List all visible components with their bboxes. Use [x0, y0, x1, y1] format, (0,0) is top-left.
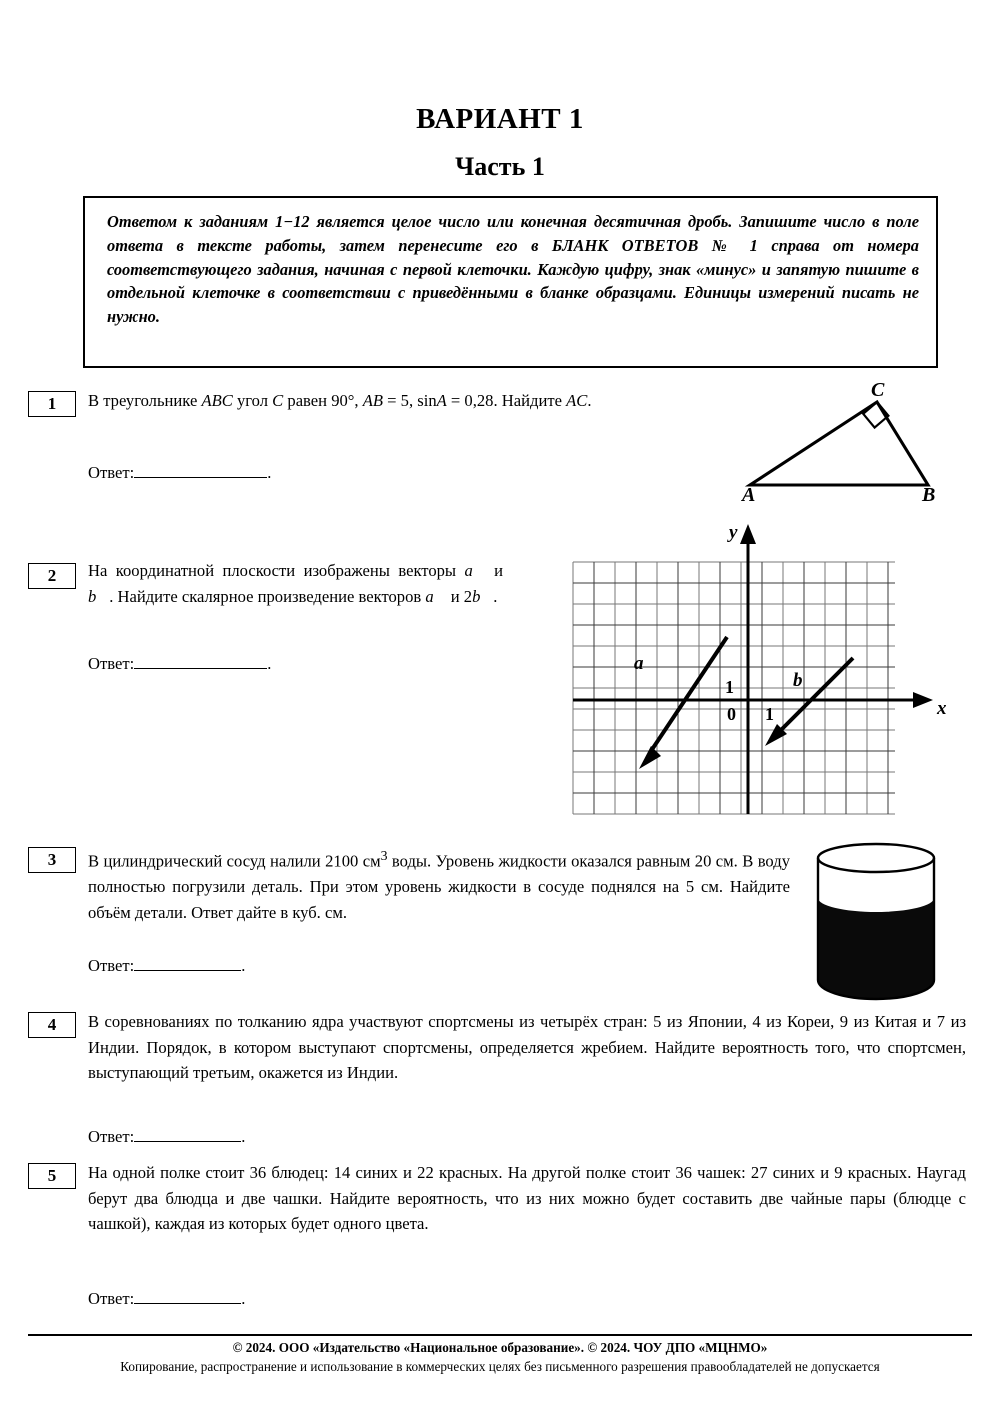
answer-label-5: Ответ: [88, 1289, 135, 1308]
answer-label-4: Ответ: [88, 1127, 135, 1146]
task-number-5: 5 [28, 1163, 76, 1189]
answer-blank-1[interactable] [134, 462, 267, 478]
task-text-4: В соревнованиях по толканию ядра участвуют спортсмены из четырёх стран: 5 из Японии, 4 из Кореи, 9 из Китая и 7 из Индии. Порядок, в котором выступают спортсмены, определяется жребием. Найдите вероятность того, что спортсмен, выступающий третьим, окажется из Индии. [88, 1012, 966, 1082]
triangle-label-b: B [922, 484, 936, 503]
task-number-3: 3 [28, 847, 76, 873]
answer-line-5: Ответ: . [88, 1289, 246, 1308]
figure-cylinder-vessel [806, 840, 966, 1005]
figure-right-triangle-abc [728, 378, 960, 503]
answer-label-2: Ответ: [88, 654, 135, 673]
task-text-5: На одной полке стоит 36 блюдец: 14 синих и 22 красных. На другой полке стоит 36 чашек: 27 синих и 9 красных. Наугад берут два блюдца и две чашки. Найдите вероятность, что из них можно будет составить две чайные пары (блюдце с чашкой), каждая из которых будет одного цвета. [88, 1163, 966, 1233]
answer-label-3: Ответ: [88, 956, 135, 975]
task-text-1: В треугольнике ABC угол C равен 90°, AB = 5, sinA = 0,28. Найдите AC. [88, 391, 592, 410]
y-axis-label: y [729, 522, 738, 543]
footer-notice: Копирование, распространение и использование в коммерческих целях без письменного разрешения правообладателей не допускается [120, 1359, 880, 1374]
task-number-4: 4 [28, 1012, 76, 1038]
task-text-3: В цилиндрический сосуд налили 2100 $см^3$ воды. Уровень жидкости оказался равным 20 см. В воду полностью погрузили деталь. При этом уровень жидкости в сосуде поднялся на 5 см. Найдите объём детали. Ответ дайте в куб. см. [88, 848, 790, 922]
triangle-label-c: C [871, 379, 885, 401]
x-axis-label: x [937, 698, 947, 719]
answer-blank-5[interactable] [134, 1288, 241, 1304]
instruction-text: Ответом к заданиям 1−12 является целое число или конечная десятичная дробь. Запишите число в поле ответа в тексте работы, затем перенесите его в БЛАНК ОТВЕТОВ № 1 справа от номера соответствующего задания, начиная с первой клеточки. Каждую цифру, знак «минус» и запятую пишите в отдельной клеточке в соответствии с приведёнными в бланке образцами. Единицы измерений писать не нужно. [107, 212, 919, 327]
instruction-box [83, 196, 938, 368]
answer-label-1: Ответ: [88, 463, 135, 482]
answer-line-2: Ответ: . [88, 654, 272, 673]
answer-blank-3[interactable] [134, 955, 241, 971]
grid-lines [573, 562, 895, 814]
answer-blank-2[interactable] [134, 653, 267, 669]
answer-line-1: Ответ: . [88, 463, 272, 482]
answer-line-4: Ответ: . [88, 1127, 246, 1146]
task-number-1: 1 [28, 391, 76, 417]
vector-a-label: a⃗ [634, 653, 659, 674]
task-text-2: На координатной плоскости изображены векторы a⃗ и b⃗. Найдите скалярное произведение векторов a⃗ и 2b⃗. [88, 561, 503, 606]
answer-line-3: Ответ: . [88, 956, 246, 975]
vector-b-label: b⃗ [793, 670, 818, 691]
footer-divider [28, 1334, 972, 1336]
answer-blank-4[interactable] [134, 1126, 241, 1142]
page-title: ВАРИАНТ 1 [416, 103, 584, 135]
footer-copyright: © 2024. ООО «Издательство «Национальное образование». © 2024. ЧОУ ДПО «МЦНМО» [232, 1340, 768, 1355]
unit-label-y: 1 [725, 677, 734, 697]
axes [573, 524, 933, 814]
part-title: Часть 1 [455, 152, 545, 181]
triangle-label-a: A [742, 484, 756, 503]
unit-label-x: 1 [765, 704, 774, 724]
figure-coordinate-plane-vectors [565, 518, 955, 823]
task-number-2: 2 [28, 563, 76, 589]
origin-label: 0 [727, 704, 736, 724]
